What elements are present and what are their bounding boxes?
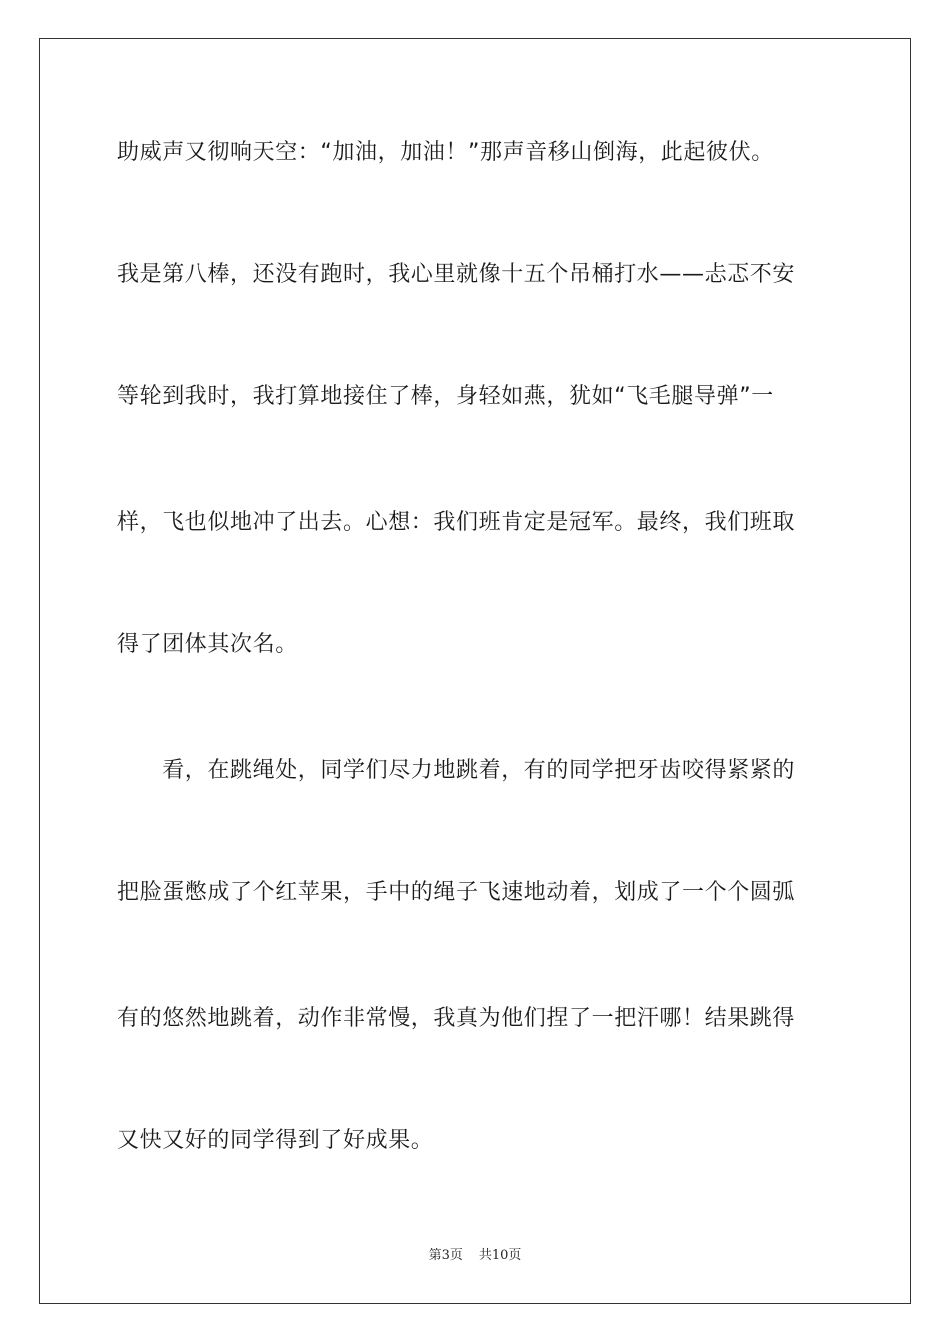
page-total: 共10页 [478,1248,522,1263]
page-frame [39,38,911,1304]
text-line: 又快又好的同学得到了好成果。 [117,1128,434,1153]
text-line: 看，在跳绳处，同学们尽力地跳着，有的同学把牙齿咬得紧紧的 [117,758,796,783]
text-line: 我是第八棒，还没有跑时，我心里就像十五个吊桶打水——忐忑不安 [117,262,796,287]
text-line: 样，飞也似地冲了出去。心想：我们班肯定是冠军。最终，我们班取 [117,510,796,535]
text-line: 助威声又彻响天空：“加油，加油！”那声音移山倒海，此起彼伏。 [117,140,774,165]
text-line: 等轮到我时，我打算地接住了棒，身轻如燕，犹如“飞毛腿导弹”一 [117,384,774,409]
text-line: 得了团体其次名。 [117,632,298,657]
page-number: 第3页 [428,1248,463,1263]
page-footer [0,1247,950,1265]
text-line: 有的悠然地跳着，动作非常慢，我真为他们捏了一把汗哪！结果跳得 [117,1006,796,1031]
text-line: 把脸蛋憋成了个红苹果，手中的绳子飞速地动着，划成了一个个圆弧 [117,880,796,905]
